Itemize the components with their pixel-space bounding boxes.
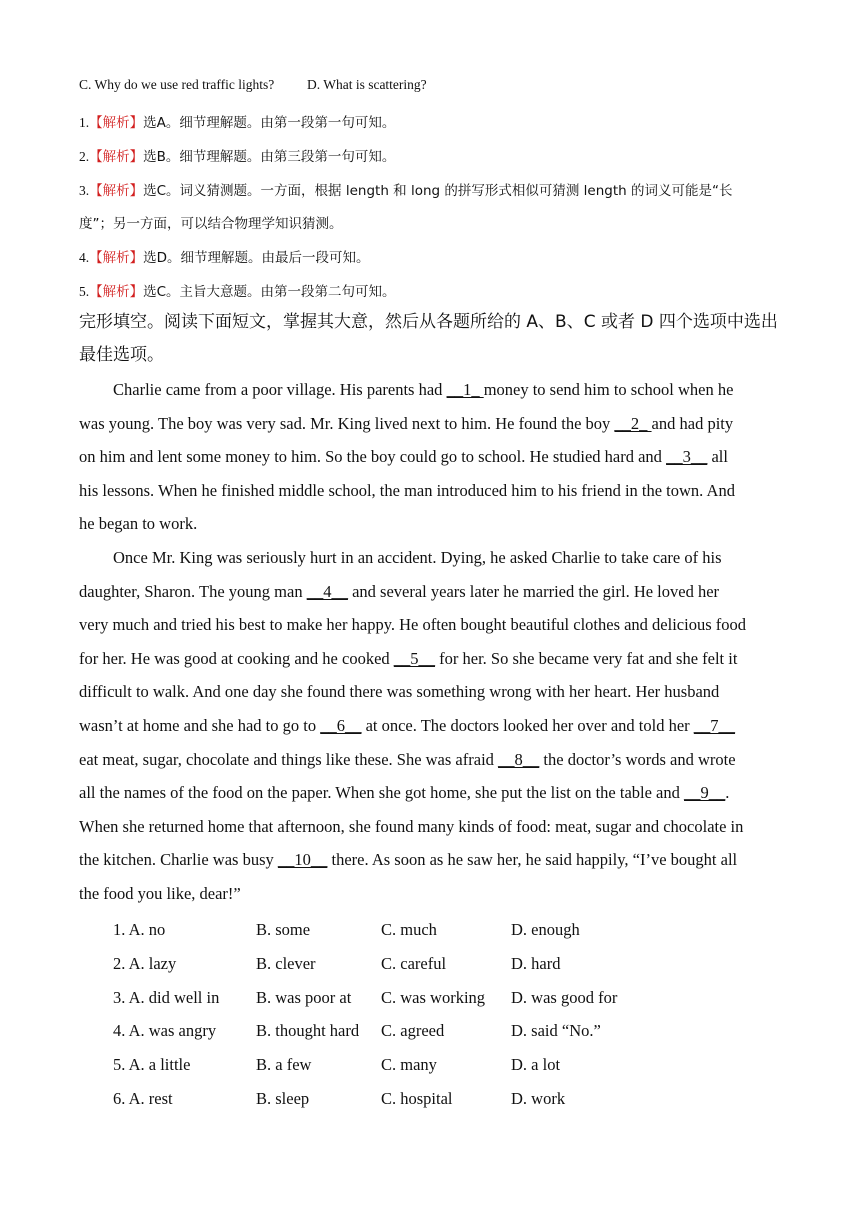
passage-text: difficult to walk. And one day she found there was something wrong with her heart. Her husband	[79, 682, 720, 702]
passage-text: Charlie came from a poor village. His parents had	[113, 380, 447, 399]
passage-text: on him and lent some money to him. So the boy could go to school. He studied hard and	[79, 447, 667, 467]
cloze-instruction: 完形填空。阅读下面短文，掌握其大意，然后从各题所给的 A、B、C 或者 D 四个选项中选出 最佳选项。	[79, 312, 778, 365]
passage-line	[79, 407, 746, 441]
question-option-b: B. was poor at	[256, 987, 352, 1007]
question-option-c: C. careful	[381, 953, 447, 973]
passage-line	[79, 675, 746, 709]
passage-line	[79, 575, 746, 609]
analysis-tag: 【解析】	[89, 183, 144, 199]
question-option-d: D. hard	[511, 953, 561, 973]
question-option-b: B. some	[256, 920, 311, 939]
passage-text: eat meat, sugar, chocolate and things like these. She was afraid	[79, 749, 499, 769]
question-option-b: B. a few	[256, 1055, 312, 1075]
option-d: D. What is scattering?	[306, 77, 427, 92]
question-option-a: 1. A. no	[113, 920, 166, 939]
blank-number: __6__	[320, 715, 362, 735]
analysis-line-5: 5.【解析】选C。主旨大意题。由第一段第二句可知。	[79, 284, 396, 300]
analysis-line-4: 4.【解析】选D。细节理解题。由最后一段可知。	[79, 250, 370, 266]
analysis-line-1: 1.【解析】选A。细节理解题。由第一段第一句可知。	[79, 115, 396, 131]
passage-text: the kitchen. Charlie was busy	[79, 850, 278, 870]
blank-number: __5__	[393, 648, 436, 668]
passage-text: for her. So she became very fat and she felt it	[435, 648, 738, 668]
passage-text: all the names of the food on the paper. When she got home, she put the list on the table and	[79, 783, 685, 803]
question-option-d: D. was good for	[511, 987, 618, 1007]
blank-number: __9__	[684, 783, 726, 803]
passage-text: was young. The boy was very sad. Mr. King lived next to him. He found the boy	[79, 413, 615, 433]
passage-text: .	[725, 783, 730, 803]
question-option-a: 4. A. was angry	[113, 1021, 217, 1041]
passage-text: the doctor’s words and wrote	[539, 749, 736, 769]
question-option-c: C. hospital	[381, 1089, 453, 1108]
passage-line	[79, 776, 746, 810]
passage-text: When she returned home that afternoon, she found many kinds of food: meat, sugar and chocolate in	[79, 816, 744, 836]
passage-line	[79, 743, 746, 777]
passage-line	[79, 877, 746, 911]
passage-text: and had pity	[651, 413, 734, 433]
previous-question-options	[79, 77, 427, 93]
passage-text: daughter, Sharon. The young man	[79, 581, 307, 601]
blank-number: __7__	[693, 715, 736, 735]
blank-number: __4__	[306, 581, 348, 601]
analysis-line-2: 2.【解析】选B。细节理解题。由第三段第一句可知。	[79, 149, 396, 165]
passage-line	[79, 810, 746, 844]
passage-line	[79, 642, 746, 676]
passage-line	[113, 373, 746, 407]
passage-text: very much and tried his best to make her happy. He often bought beautiful clothes and delicious food	[79, 615, 747, 635]
analysis-line-3: 3.【解析】选C。词义猜测题。一方面，根据 length 和 long 的拼写形式相似可猜测 length 的词义可能是“长	[79, 183, 733, 199]
question-option-c: C. much	[381, 920, 437, 939]
question-option-a: 2. A. lazy	[113, 953, 177, 973]
question-option-b: B. sleep	[256, 1089, 310, 1108]
blank-number: __8__	[498, 749, 540, 769]
passage-text: the food you like, dear!”	[79, 883, 241, 903]
passage-line	[79, 474, 746, 508]
question-option-c: C. was working	[381, 987, 486, 1007]
passage-text: he began to work.	[79, 514, 198, 534]
passage-line	[79, 608, 746, 642]
passage-line	[79, 507, 746, 541]
passage-text: all	[707, 447, 728, 467]
blank-number: __1_	[446, 380, 484, 399]
passage-line	[79, 709, 746, 743]
blank-number: __10__	[277, 850, 328, 870]
analysis-tag: 【解析】	[89, 250, 144, 266]
question-option-d: D. enough	[511, 920, 580, 939]
question-option-b: B. thought hard	[256, 1021, 360, 1041]
question-option-d: D. work	[511, 1089, 566, 1108]
passage-text: at once. The doctors looked her over and told her	[361, 715, 694, 735]
passage-text: for her. He was good at cooking and he cooked	[79, 648, 394, 668]
analysis-tag: 【解析】	[89, 149, 144, 165]
question-option-d: D. a lot	[511, 1055, 561, 1075]
question-option-a: 6. A. rest	[113, 1089, 173, 1108]
question-option-c: C. agreed	[381, 1021, 445, 1041]
question-option-d: D. said “No.”	[511, 1021, 601, 1041]
question-option-a: 3. A. did well in	[113, 987, 220, 1007]
blank-number: __2_	[614, 413, 652, 433]
analysis-tag: 【解析】	[89, 115, 144, 131]
passage-text: Once Mr. King was seriously hurt in an accident. Dying, he asked Charlie to take care of his	[113, 547, 722, 567]
analysis-tag: 【解析】	[89, 284, 144, 300]
question-option-b: B. clever	[256, 953, 316, 973]
option-c: C. Why do we use red traffic lights?	[79, 77, 275, 92]
passage-line	[79, 843, 746, 877]
blank-number: __3__	[666, 447, 708, 467]
passage-line	[79, 440, 746, 474]
passage-text: wasn’t at home and she had to go to	[79, 715, 321, 735]
cloze-passage	[79, 373, 746, 911]
question-option-a: 5. A. a little	[113, 1055, 191, 1075]
analysis-line-3-cont: 度”；另一方面，可以结合物理学知识猜测。	[79, 216, 343, 232]
passage-text: money to send him to school when he	[483, 380, 734, 399]
passage-line	[113, 541, 746, 575]
passage-text: there. As soon as he saw her, he said happily, “I’ve bought all	[327, 850, 738, 870]
passage-text: and several years later he married the girl. He loved her	[347, 581, 720, 601]
passage-text: his lessons. When he finished middle school, the man introduced him to his friend in the town. And	[79, 480, 735, 500]
question-option-c: C. many	[381, 1055, 437, 1075]
